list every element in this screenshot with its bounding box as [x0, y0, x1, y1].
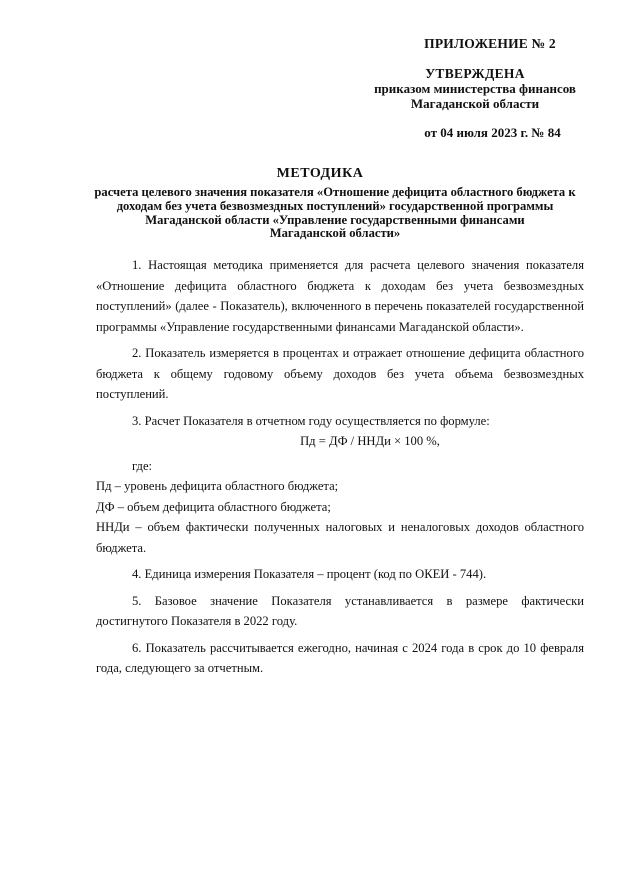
document-subtitle — [92, 186, 578, 241]
paragraph-4: 4. Единица измерения Показателя – процент (код по ОКЕИ - 744). — [132, 567, 487, 581]
approved-by-line-1: приказом министерства финансов — [374, 81, 576, 96]
definition-nndi: ННДи – объем фактически полученных налоговых и неналоговых доходов областного бюджета. — [96, 520, 584, 555]
paragraph-6: 6. Показатель рассчитывается ежегодно, начиная с 2024 года в срок до 10 февраля года, следующего за отчетным. — [96, 640, 584, 675]
document-body — [96, 255, 584, 679]
definition-pd: Пд – уровень дефицита областного бюджета; — [96, 479, 339, 493]
formula-where: где: — [132, 458, 153, 473]
subtitle-line: расчета целевого значения показателя «Отношение дефицита областного бюджета к — [94, 185, 576, 199]
paragraph-1: 1. Настоящая методика применяется для расчета целевого значения показателя «Отношение дефицита областного бюджета к доходам без учета безвозмездных поступлений» (далее - Показатель), включенного в перечень показателей государственной программы «Управление государственными финансами Магаданской области». — [96, 258, 584, 334]
formula: Пд = ДФ / ННДи × 100 %, — [300, 434, 440, 448]
document-title: МЕТОДИКА — [276, 166, 364, 181]
definition-df: ДФ – объем дефицита областного бюджета; — [96, 499, 331, 514]
approved-title: УТВЕРЖДЕНА — [425, 66, 525, 81]
approved-by-line-2: Магаданской области — [410, 96, 540, 111]
approval-stamp — [360, 66, 590, 111]
subtitle-line: Магаданской области «Управление государственными финансами — [145, 212, 525, 227]
subtitle-line: доходам без учета безвозмездных поступлений» государственной программы — [116, 198, 554, 213]
paragraph-3: 3. Расчет Показателя в отчетном году осуществляется по формуле: — [132, 413, 490, 428]
appendix-label: ПРИЛОЖЕНИЕ № 2 — [424, 36, 556, 51]
paragraph-5: 5. Базовое значение Показателя устанавливается в размере фактически достигнутого Показателя в 2022 году. — [96, 593, 584, 628]
paragraph-2: 2. Показатель измеряется в процентах и отражает отношение дефицита областного бюджета к общему годовому объему доходов без учета объема безвозмездных поступлений. — [96, 346, 584, 401]
subtitle-line: Магаданской области» — [269, 226, 401, 241]
approval-date: от 04 июля 2023 г. № 84 — [424, 125, 561, 140]
